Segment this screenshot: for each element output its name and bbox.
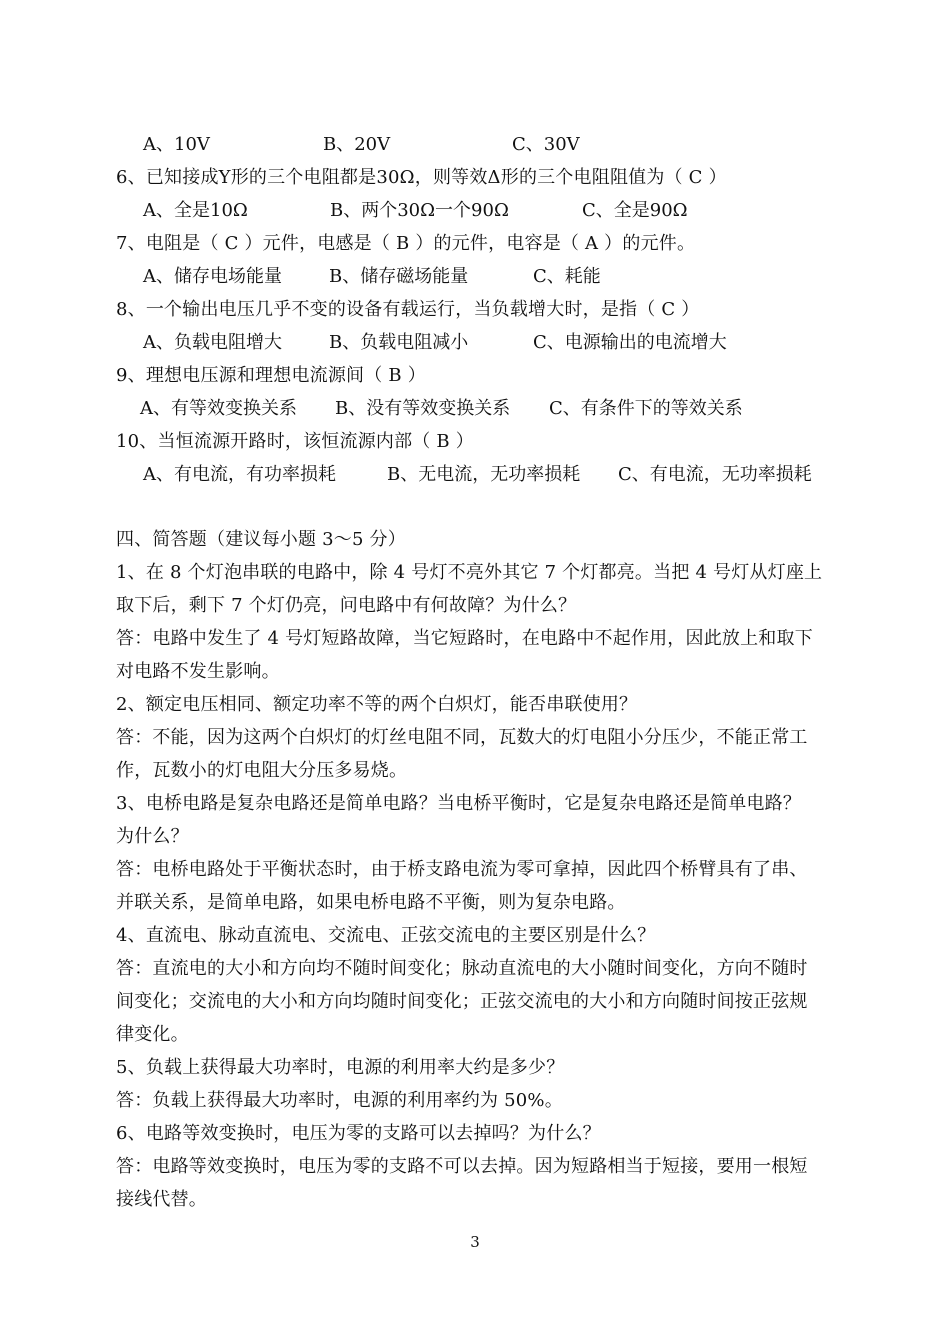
body-line: 间变化；交流电的大小和方向均随时间变化；正弦交流电的大小和方向随时间按正弦规 <box>116 991 808 1012</box>
body-line: 答：直流电的大小和方向均不随时间变化；脉动直流电的大小随时间变化，方向不随时 <box>116 958 808 979</box>
q8-option-a: A、负载电阻增大 <box>143 332 282 353</box>
body-line: 作，瓦数小的灯电阻大分压多易烧。 <box>116 760 408 781</box>
body-line: 为什么？ <box>116 826 189 847</box>
q6-question: 6、已知接成Y形的三个电阻都是30Ω，则等效Δ形的三个电阻阻值为（ C ） <box>116 167 727 188</box>
body-line: 6、电路等效变换时，电压为零的支路可以去掉吗？为什么？ <box>116 1123 601 1144</box>
q7-option-a: A、储存电场能量 <box>143 266 282 287</box>
body-line: 3、电桥电路是复杂电路还是简单电路？当电桥平衡时，它是复杂电路还是简单电路？ <box>116 793 802 814</box>
q7-question: 7、电阻是（ C ）元件，电感是（ B ）的元件，电容是（ A ）的元件。 <box>116 233 696 254</box>
q5-option-a: A、10V <box>143 134 210 155</box>
q10-option-c: C、有电流，无功率损耗 <box>618 464 812 485</box>
q10-option-b: B、无电流，无功率损耗 <box>387 464 581 485</box>
q9-question: 9、理想电压源和理想电流源间（ B ） <box>116 365 426 386</box>
q10-question: 10、当恒流源开路时，该恒流源内部（ B ） <box>116 431 474 452</box>
q9-option-b: B、没有等效变换关系 <box>335 398 511 419</box>
q8-question: 8、一个输出电压几乎不变的设备有载运行，当负载增大时，是指（ C ） <box>116 299 700 320</box>
q7-option-b: B、储存磁场能量 <box>329 266 469 287</box>
q10-option-a: A、有电流，有功率损耗 <box>143 464 336 485</box>
page-number: 3 <box>470 1233 480 1251</box>
body-line: 1、在 8 个灯泡串联的电路中，除 4 号灯不亮外其它 7 个灯都亮。当把 4 号灯从灯座上 <box>116 562 823 583</box>
body-line: 对电路不发生影响。 <box>116 661 280 682</box>
body-line: 答：负载上获得最大功率时，电源的利用率约为 50%。 <box>116 1090 563 1111</box>
body-line: 答：电桥电路处于平衡状态时，由于桥支路电流为零可拿掉，因此四个桥臂具有了串、 <box>116 859 808 880</box>
body-line: 律变化。 <box>116 1024 189 1045</box>
body-line: 4、直流电、脉动直流电、交流电、正弦交流电的主要区别是什么？ <box>116 925 656 946</box>
body-line: 答：不能，因为这两个白炽灯的灯丝电阻不同，瓦数大的灯电阻小分压少，不能正常工 <box>116 727 808 748</box>
q5-option-c: C、30V <box>512 134 580 155</box>
q5-option-b: B、20V <box>323 134 391 155</box>
q6-option-c: C、全是90Ω <box>582 200 688 221</box>
body-line: 并联关系，是简单电路，如果电桥电路不平衡，则为复杂电路。 <box>116 892 626 913</box>
q7-option-c: C、耗能 <box>533 266 601 287</box>
q8-option-b: B、负载电阻减小 <box>329 332 469 353</box>
body-line: 答：电路中发生了 4 号灯短路故障，当它短路时，在电路中不起作用，因此放上和取下 <box>116 628 813 649</box>
body-line: 5、负载上获得最大功率时，电源的利用率大约是多少？ <box>116 1057 565 1078</box>
body-line: 取下后，剩下 7 个灯仍亮，问电路中有何故障？为什么？ <box>116 595 577 616</box>
q9-option-c: C、有条件下的等效关系 <box>549 398 743 419</box>
section-heading: 四、简答题（建议每小题 3～5 分） <box>116 529 406 550</box>
body-line: 答：电路等效变换时，电压为零的支路不可以去掉。因为短路相当于短接，要用一根短 <box>116 1156 808 1177</box>
body-line: 2、额定电压相同、额定功率不等的两个白炽灯，能否串联使用？ <box>116 694 638 715</box>
body-line: 接线代替。 <box>116 1189 207 1210</box>
q6-option-a: A、全是10Ω <box>143 200 248 221</box>
q9-option-a: A、有等效变换关系 <box>140 398 297 419</box>
q8-option-c: C、电源输出的电流增大 <box>533 332 727 353</box>
q6-option-b: B、两个30Ω一个90Ω <box>330 200 509 221</box>
